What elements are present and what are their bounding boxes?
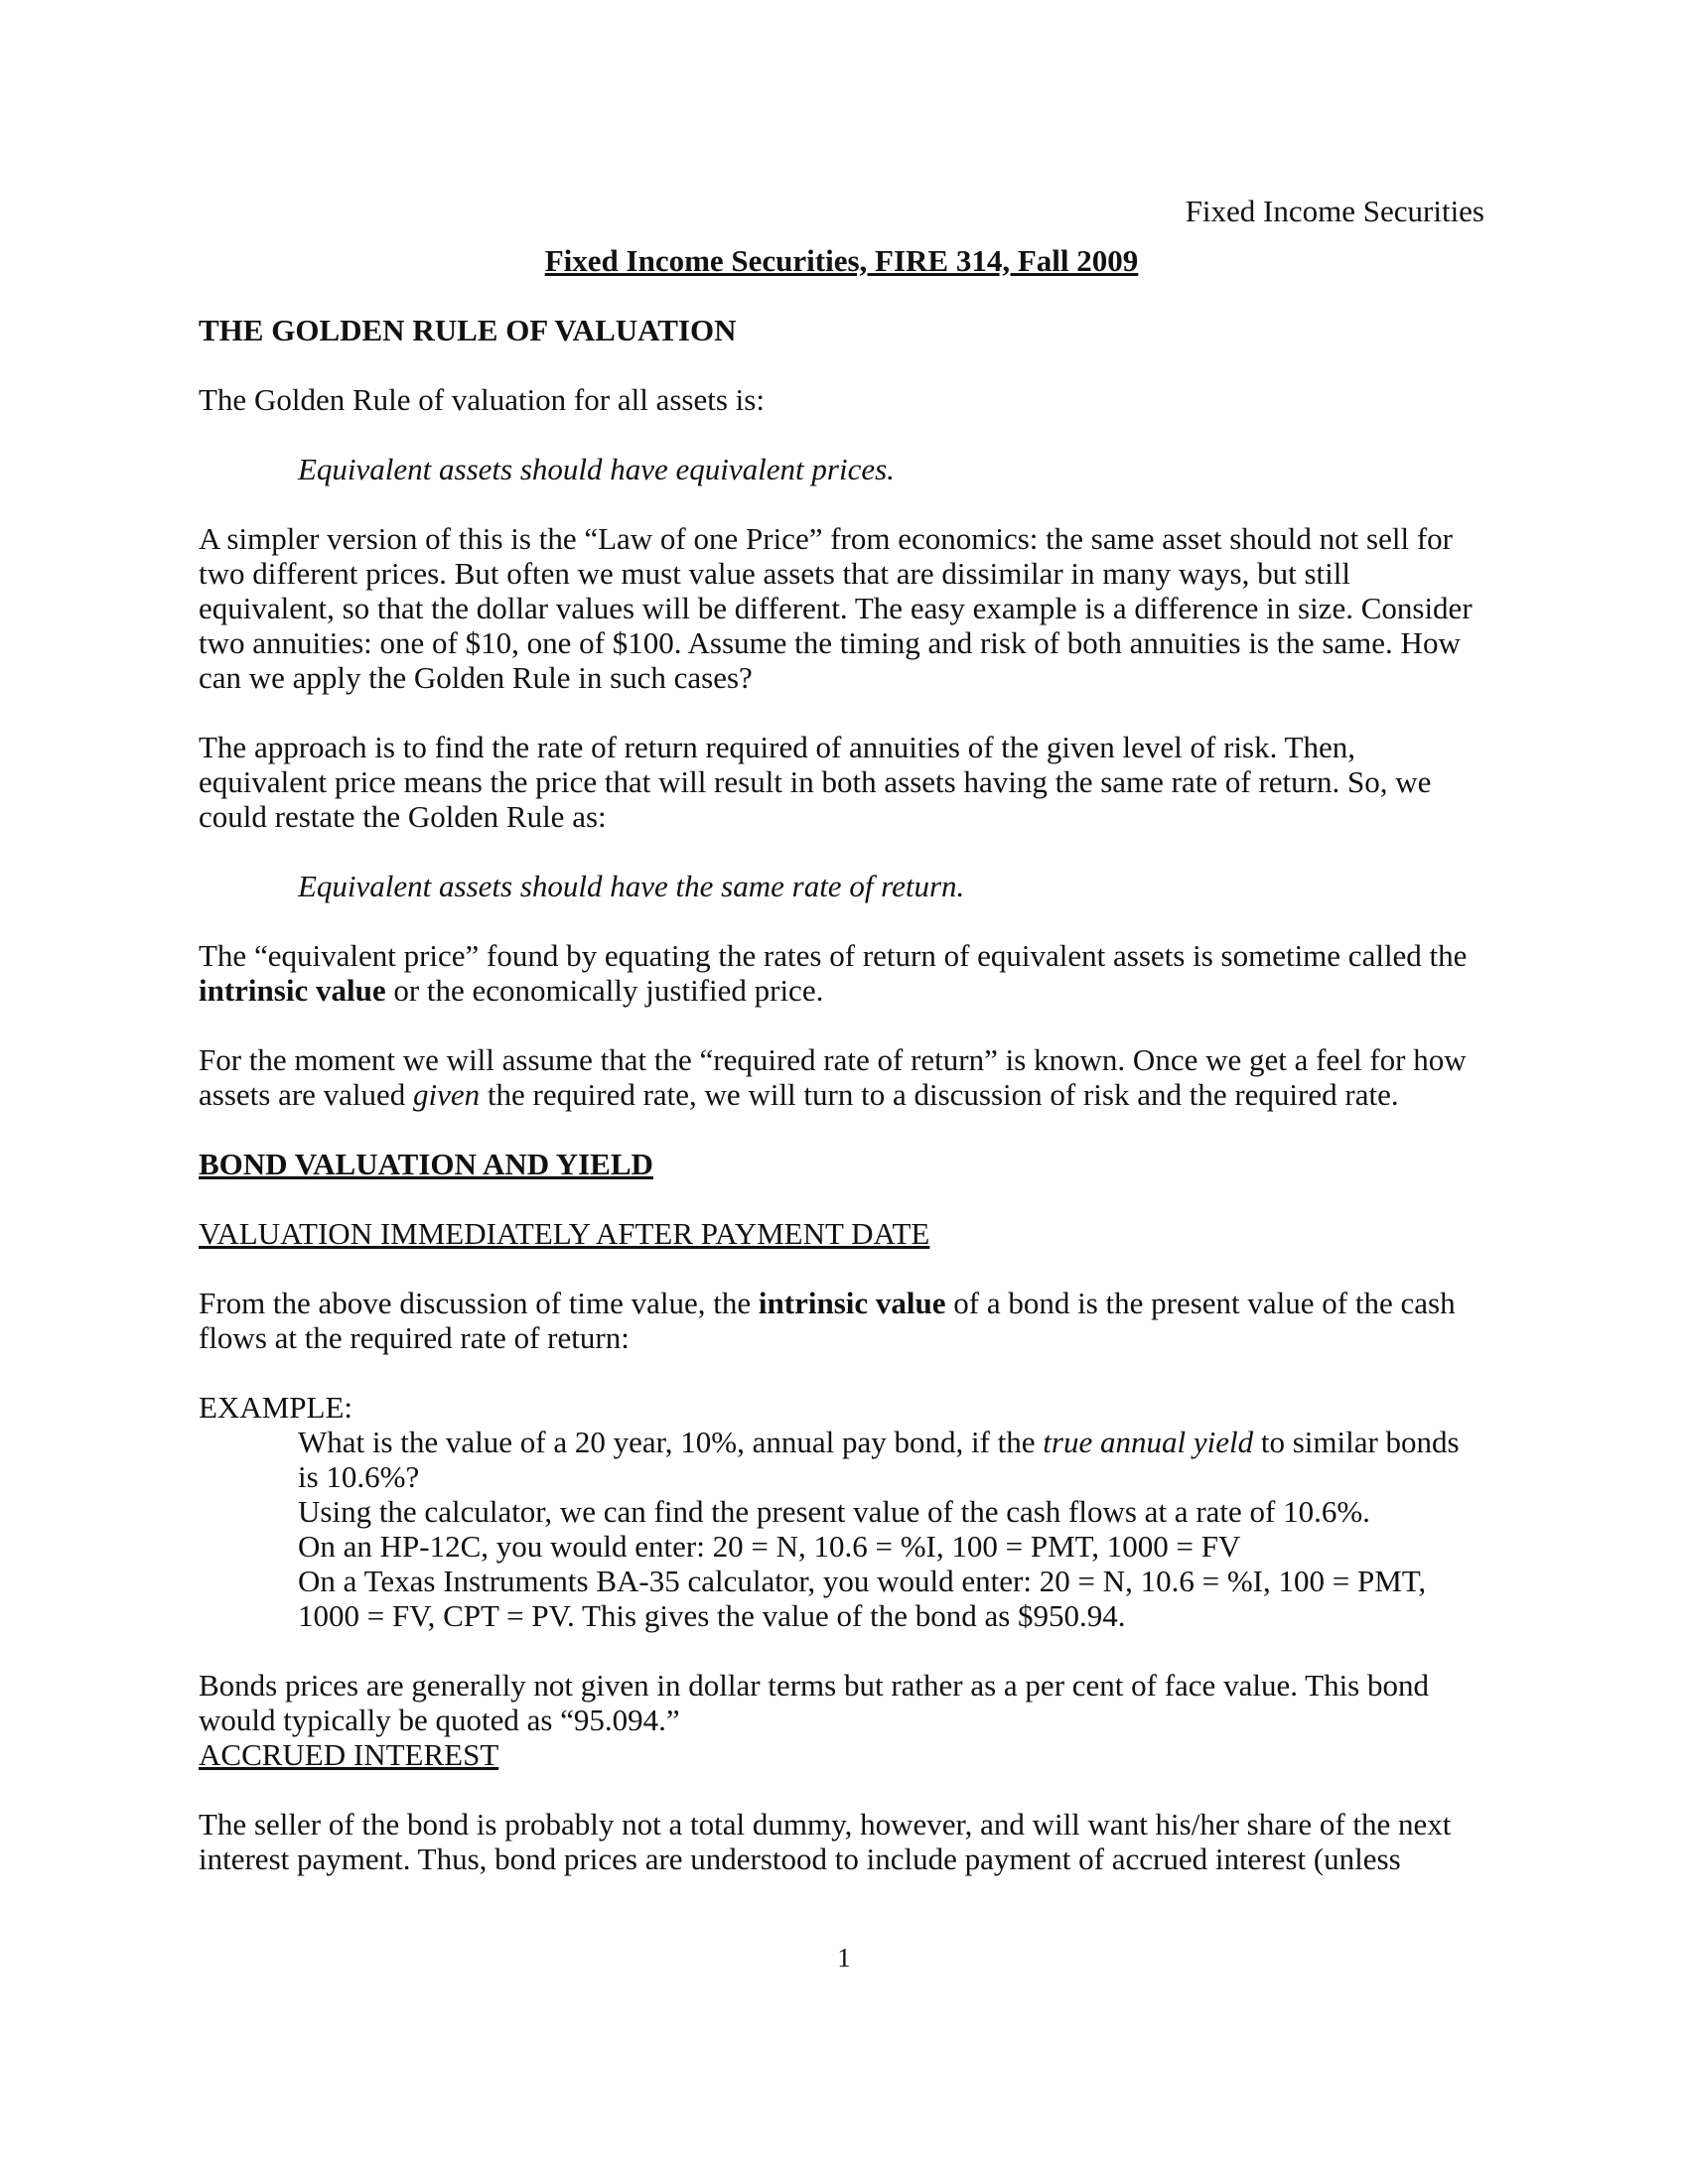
example-text: to similar bonds is 10.6%? xyxy=(298,1425,1460,1494)
golden-rule-quote-2: Equivalent assets should have the same rate of return. xyxy=(298,869,965,903)
example-line-3: On an HP-12C, you would enter: 20 = N, 10.6 = %I, 100 = PMT, 1000 = FV xyxy=(298,1529,1241,1564)
intrinsic-value-term: intrinsic value xyxy=(199,973,386,1008)
paragraph-text: From the above discussion of time value, the xyxy=(199,1286,759,1320)
subsection-heading-accrued-interest: ACCRUED INTEREST xyxy=(199,1737,499,1772)
example-line-1 xyxy=(298,1425,1484,1494)
example-line-2: Using the calculator, we can find the present value of the cash flows at a rate of 10.6%. xyxy=(298,1494,1370,1529)
golden-rule-quote-1: Equivalent assets should have equivalent prices. xyxy=(298,452,895,486)
document-title: Fixed Income Securities, FIRE 314, Fall 2009 xyxy=(544,243,1139,278)
golden-rule-paragraph-1: A simpler version of this is the “Law of one Price” from economics: the same asset should not sell for two different prices. But often we must value assets that are dissimilar in many ways, but still equivalent, so that the dollar values will be different. The easy example is a difference in size. Consider two annuities: one of $10, one of $100. Assume the timing and risk of both annuities is the same. How can we apply the Golden Rule in such cases? xyxy=(199,521,1473,695)
subsection-heading-valuation-after-payment: VALUATION IMMEDIATELY AFTER PAYMENT DATE xyxy=(199,1216,930,1251)
example-line-4: On a Texas Instruments BA-35 calculator, you would enter: 20 = N, 10.6 = %I, 100 = PMT, 1000 = FV, CPT = PV. This gives the value of the bond as $950.94. xyxy=(298,1564,1427,1633)
paragraph-text: or the economically justified price. xyxy=(385,973,824,1008)
section-heading-bond-valuation: BOND VALUATION AND YIELD xyxy=(199,1147,653,1181)
example-text: What is the value of a 20 year, 10%, annual pay bond, if the xyxy=(298,1425,1044,1459)
accrued-paragraph-1: The seller of the bond is probably not a total dummy, however, and will want his/her share of the next interest payment. Thus, bond prices are understood to include payment of accrued interest (unless xyxy=(199,1807,1452,1876)
paragraph-text: For the moment we will assume that the “required rate of return” is known. Once we get a feel for how assets are valued xyxy=(199,1042,1467,1112)
example-label: EXAMPLE: xyxy=(199,1390,352,1425)
paragraph-text: the required rate, we will turn to a discussion of risk and the required rate. xyxy=(480,1077,1399,1112)
section-heading-golden-rule: THE GOLDEN RULE OF VALUATION xyxy=(199,313,737,347)
paragraph-text: of a bond is the present value of the cash flows at the required rate of return: xyxy=(199,1286,1456,1355)
golden-rule-paragraph-3 xyxy=(199,938,1484,1008)
given-term: given xyxy=(413,1077,481,1112)
golden-rule-intro: The Golden Rule of valuation for all assets is: xyxy=(199,382,765,417)
page-number: 1 xyxy=(837,1943,851,1973)
bond-paragraph-1 xyxy=(199,1286,1484,1355)
golden-rule-paragraph-4 xyxy=(199,1042,1484,1112)
paragraph-text: The “equivalent price” found by equating the rates of return of equivalent assets is sometime called the xyxy=(199,938,1468,973)
example-block xyxy=(199,1425,1484,1633)
intrinsic-value-term: intrinsic value xyxy=(758,1286,946,1320)
running-header: Fixed Income Securities xyxy=(1185,194,1484,228)
golden-rule-paragraph-2: The approach is to find the rate of return required of annuities of the given level of risk. Then, equivalent price means the price that will result in both assets having the same rate of return. So, we could restate the Golden Rule as: xyxy=(199,730,1432,834)
document-page xyxy=(199,194,1484,1876)
true-annual-yield-term: true annual yield xyxy=(1043,1425,1254,1459)
bond-paragraph-2: Bonds prices are generally not given in dollar terms but rather as a per cent of face value. This bond would typically be quoted as “95.094.” xyxy=(199,1668,1430,1737)
